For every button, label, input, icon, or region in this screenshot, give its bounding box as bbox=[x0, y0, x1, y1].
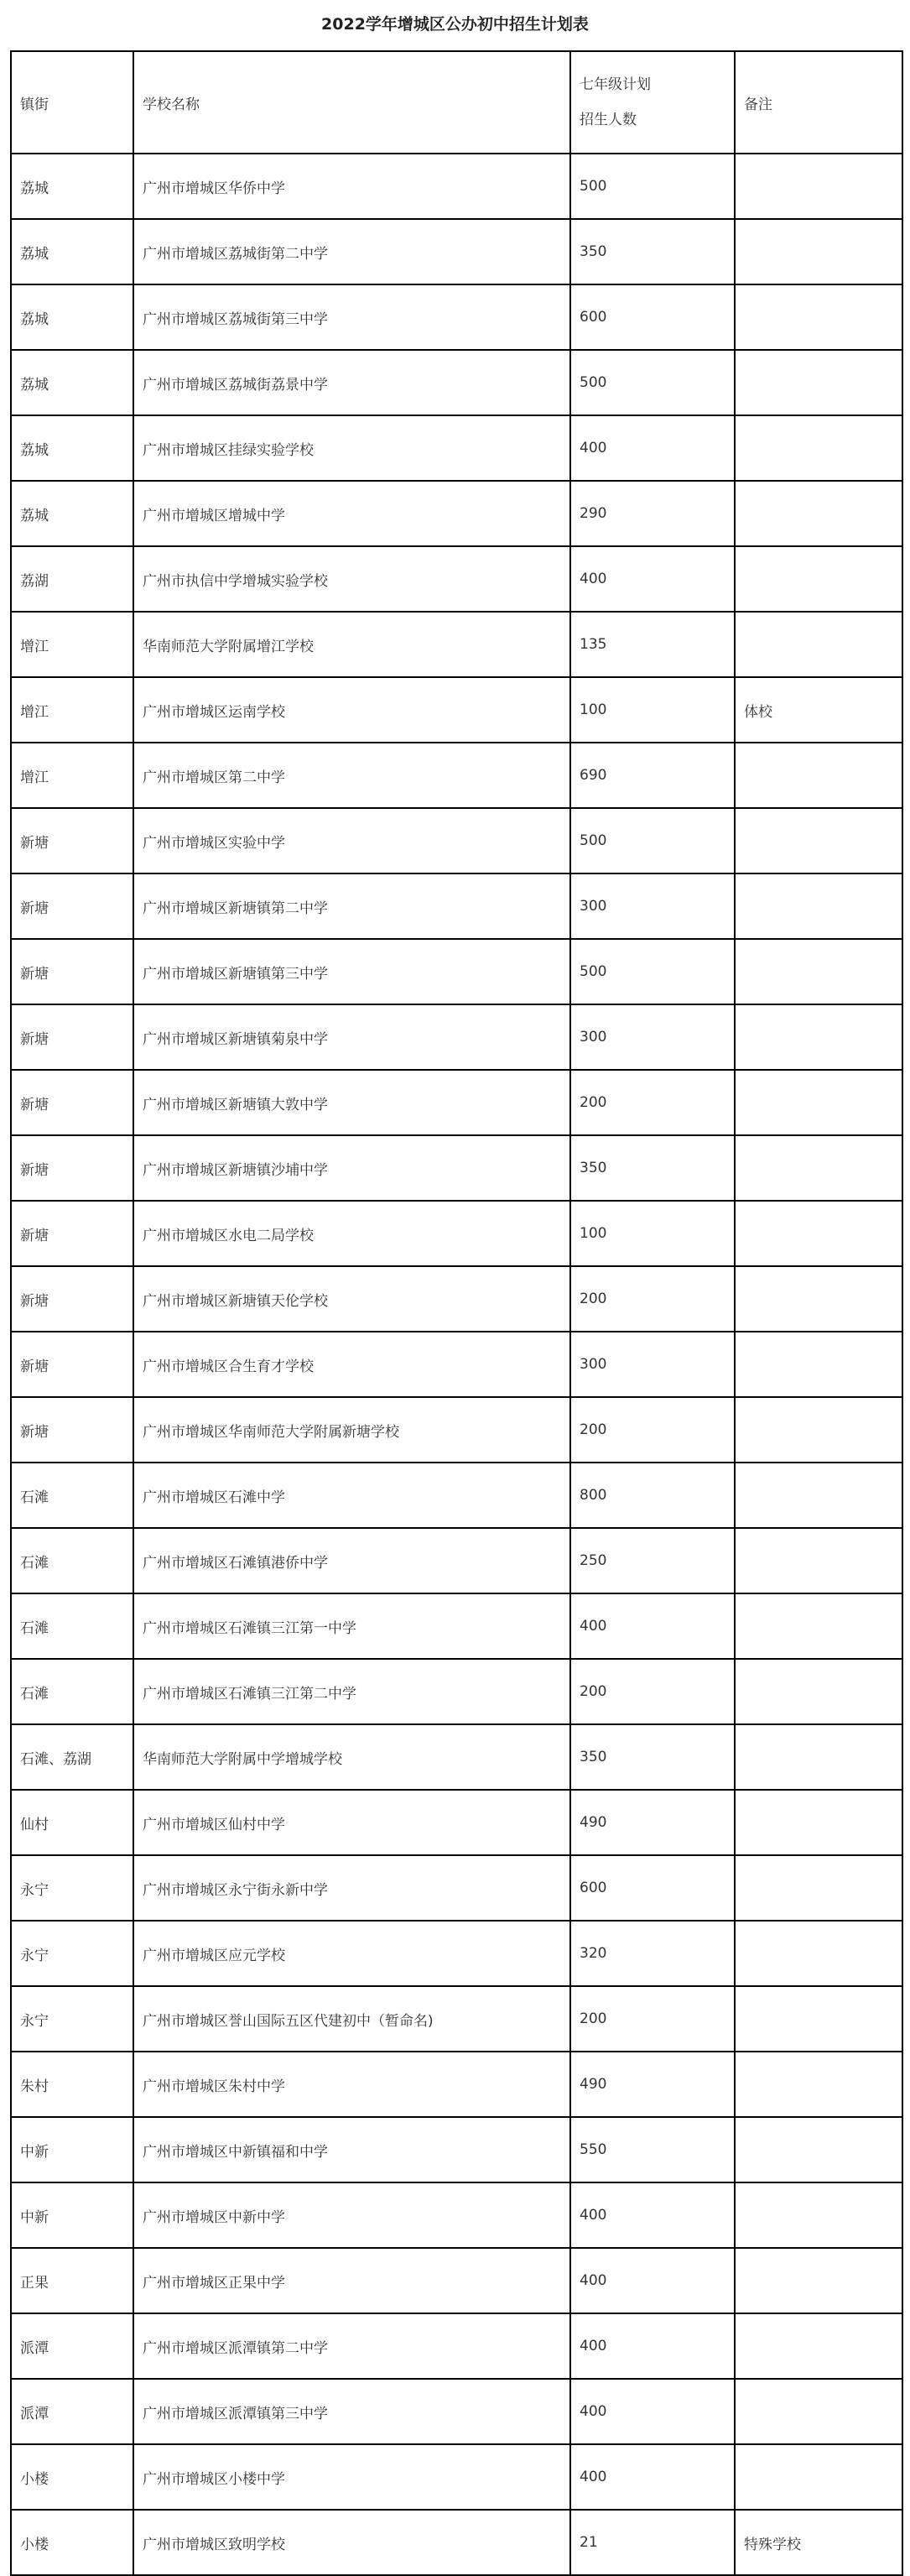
table-row bbox=[11, 1659, 902, 1724]
cell-school: 广州市增城区永宁街永新中学 bbox=[133, 1855, 570, 1921]
cell-plan-count: 800 bbox=[570, 1463, 735, 1528]
table-row bbox=[11, 546, 902, 612]
table-row bbox=[11, 1724, 902, 1790]
cell-town: 中新 bbox=[11, 2117, 133, 2182]
cell-plan-count: 400 bbox=[570, 2248, 735, 2313]
table-row bbox=[11, 939, 902, 1004]
cell-school: 广州市增城区运南学校 bbox=[133, 677, 570, 743]
cell-school: 华南师范大学附属中学增城学校 bbox=[133, 1724, 570, 1790]
cell-school: 广州市增城区增城中学 bbox=[133, 481, 570, 546]
cell-school: 广州市增城区石滩镇三江第一中学 bbox=[133, 1593, 570, 1659]
cell-plan-count: 600 bbox=[570, 1855, 735, 1921]
table-row bbox=[11, 2510, 902, 2575]
cell-note bbox=[735, 546, 902, 612]
table-row bbox=[11, 1855, 902, 1921]
cell-school: 广州市增城区实验中学 bbox=[133, 808, 570, 873]
cell-town: 荔城 bbox=[11, 219, 133, 284]
cell-town: 新塘 bbox=[11, 1266, 133, 1332]
cell-note: 体校 bbox=[735, 677, 902, 743]
cell-plan-count: 100 bbox=[570, 1201, 735, 1266]
cell-school: 广州市增城区派潭镇第三中学 bbox=[133, 2379, 570, 2444]
table-row bbox=[11, 2117, 902, 2182]
cell-school: 广州市增城区挂绿实验学校 bbox=[133, 415, 570, 481]
cell-school: 广州市增城区华南师范大学附属新塘学校 bbox=[133, 1397, 570, 1463]
cell-plan-count: 200 bbox=[570, 1659, 735, 1724]
cell-school: 广州市增城区合生育才学校 bbox=[133, 1332, 570, 1397]
table-row bbox=[11, 284, 902, 350]
table-row bbox=[11, 1528, 902, 1593]
table-row bbox=[11, 1135, 902, 1201]
cell-plan-count: 200 bbox=[570, 1397, 735, 1463]
cell-town: 石滩 bbox=[11, 1463, 133, 1528]
cell-school: 广州市增城区新塘镇沙埔中学 bbox=[133, 1135, 570, 1201]
cell-plan-count: 21 bbox=[570, 2510, 735, 2575]
cell-town: 永宁 bbox=[11, 1855, 133, 1921]
cell-note bbox=[735, 1724, 902, 1790]
cell-school: 广州市增城区石滩中学 bbox=[133, 1463, 570, 1528]
cell-plan-count: 400 bbox=[570, 2182, 735, 2248]
cell-plan-count: 300 bbox=[570, 1332, 735, 1397]
cell-town: 石滩 bbox=[11, 1593, 133, 1659]
cell-note bbox=[735, 2313, 902, 2379]
cell-school: 广州市增城区第二中学 bbox=[133, 743, 570, 808]
cell-plan-count: 200 bbox=[570, 1266, 735, 1332]
cell-plan-count: 300 bbox=[570, 1004, 735, 1070]
cell-town: 荔城 bbox=[11, 415, 133, 481]
table-row bbox=[11, 2182, 902, 2248]
table-row bbox=[11, 2379, 902, 2444]
cell-school: 广州市增城区派潭镇第二中学 bbox=[133, 2313, 570, 2379]
cell-town: 新塘 bbox=[11, 1070, 133, 1135]
cell-town: 荔城 bbox=[11, 350, 133, 415]
cell-town: 永宁 bbox=[11, 1986, 133, 2052]
cell-note bbox=[735, 1528, 902, 1593]
cell-town: 增江 bbox=[11, 743, 133, 808]
cell-town: 石滩、荔湖 bbox=[11, 1724, 133, 1790]
cell-note bbox=[735, 415, 902, 481]
cell-note bbox=[735, 2182, 902, 2248]
cell-town: 新塘 bbox=[11, 873, 133, 939]
cell-school: 广州市增城区新塘镇菊泉中学 bbox=[133, 1004, 570, 1070]
cell-note bbox=[735, 1790, 902, 1855]
cell-town: 新塘 bbox=[11, 1397, 133, 1463]
cell-note bbox=[735, 1201, 902, 1266]
cell-plan-count: 400 bbox=[570, 2379, 735, 2444]
cell-plan-count: 350 bbox=[570, 1724, 735, 1790]
table-row bbox=[11, 481, 902, 546]
cell-school: 广州市增城区朱村中学 bbox=[133, 2052, 570, 2117]
cell-town: 增江 bbox=[11, 677, 133, 743]
table-row bbox=[11, 2313, 902, 2379]
cell-note bbox=[735, 1266, 902, 1332]
cell-school: 广州市增城区荔城街第二中学 bbox=[133, 219, 570, 284]
cell-note bbox=[735, 1135, 902, 1201]
cell-plan-count: 350 bbox=[570, 1135, 735, 1201]
cell-note bbox=[735, 481, 902, 546]
cell-plan-count: 400 bbox=[570, 1593, 735, 1659]
cell-school: 广州市增城区新塘镇第二中学 bbox=[133, 873, 570, 939]
cell-note bbox=[735, 1921, 902, 1986]
cell-town: 新塘 bbox=[11, 1201, 133, 1266]
cell-note bbox=[735, 1070, 902, 1135]
cell-note bbox=[735, 350, 902, 415]
cell-school: 广州市执信中学增城实验学校 bbox=[133, 546, 570, 612]
cell-town: 荔湖 bbox=[11, 546, 133, 612]
cell-note bbox=[735, 939, 902, 1004]
table-row bbox=[11, 677, 902, 743]
table-row bbox=[11, 873, 902, 939]
cell-town: 派潭 bbox=[11, 2313, 133, 2379]
cell-note bbox=[735, 743, 902, 808]
table-row bbox=[11, 1266, 902, 1332]
cell-school: 广州市增城区应元学校 bbox=[133, 1921, 570, 1986]
cell-plan-count: 490 bbox=[570, 2052, 735, 2117]
cell-plan-count: 400 bbox=[570, 2444, 735, 2510]
cell-school: 广州市增城区荔城街荔景中学 bbox=[133, 350, 570, 415]
cell-note bbox=[735, 2379, 902, 2444]
cell-plan-count: 290 bbox=[570, 481, 735, 546]
cell-plan-count: 135 bbox=[570, 612, 735, 677]
cell-school: 广州市增城区中新镇福和中学 bbox=[133, 2117, 570, 2182]
table-row bbox=[11, 1790, 902, 1855]
cell-plan-count: 200 bbox=[570, 1070, 735, 1135]
cell-note bbox=[735, 1332, 902, 1397]
header-note: 备注 bbox=[735, 51, 902, 154]
cell-school: 广州市增城区新塘镇第三中学 bbox=[133, 939, 570, 1004]
cell-plan-count: 550 bbox=[570, 2117, 735, 2182]
cell-town: 石滩 bbox=[11, 1659, 133, 1724]
cell-plan-count: 250 bbox=[570, 1528, 735, 1593]
cell-school: 华南师范大学附属增江学校 bbox=[133, 612, 570, 677]
page-title: 2022学年增城区公办初中招生计划表 bbox=[321, 15, 589, 34]
cell-note bbox=[735, 2117, 902, 2182]
cell-town: 荔城 bbox=[11, 284, 133, 350]
cell-school: 广州市增城区誉山国际五区代建初中（暂命名) bbox=[133, 1986, 570, 2052]
cell-note bbox=[735, 1659, 902, 1724]
cell-note bbox=[735, 1463, 902, 1528]
header-plan-line2: 招生人数 bbox=[580, 112, 637, 128]
cell-town: 小楼 bbox=[11, 2510, 133, 2575]
cell-note bbox=[735, 873, 902, 939]
cell-town: 新塘 bbox=[11, 1004, 133, 1070]
table-row bbox=[11, 612, 902, 677]
table-row bbox=[11, 2052, 902, 2117]
cell-town: 朱村 bbox=[11, 2052, 133, 2117]
table-header-row bbox=[11, 51, 902, 154]
table-row bbox=[11, 1201, 902, 1266]
header-school: 学校名称 bbox=[133, 51, 570, 154]
cell-plan-count: 500 bbox=[570, 350, 735, 415]
cell-plan-count: 400 bbox=[570, 546, 735, 612]
cell-school: 广州市增城区仙村中学 bbox=[133, 1790, 570, 1855]
table-row bbox=[11, 2248, 902, 2313]
cell-note: 特殊学校 bbox=[735, 2510, 902, 2575]
cell-plan-count: 400 bbox=[570, 415, 735, 481]
cell-plan-count: 490 bbox=[570, 1790, 735, 1855]
header-plan-count bbox=[570, 51, 735, 154]
cell-note bbox=[735, 154, 902, 219]
table-row bbox=[11, 808, 902, 873]
cell-school: 广州市增城区正果中学 bbox=[133, 2248, 570, 2313]
cell-town: 荔城 bbox=[11, 154, 133, 219]
cell-town: 永宁 bbox=[11, 1921, 133, 1986]
cell-school: 广州市增城区石滩镇港侨中学 bbox=[133, 1528, 570, 1593]
table-row bbox=[11, 1004, 902, 1070]
cell-town: 正果 bbox=[11, 2248, 133, 2313]
cell-note bbox=[735, 612, 902, 677]
cell-school: 广州市增城区华侨中学 bbox=[133, 154, 570, 219]
cell-note bbox=[735, 1004, 902, 1070]
cell-town: 派潭 bbox=[11, 2379, 133, 2444]
cell-plan-count: 500 bbox=[570, 939, 735, 1004]
enrollment-plan-table bbox=[10, 50, 903, 2576]
cell-town: 新塘 bbox=[11, 808, 133, 873]
cell-note bbox=[735, 1986, 902, 2052]
cell-note bbox=[735, 1397, 902, 1463]
cell-town: 新塘 bbox=[11, 1135, 133, 1201]
header-plan-line1: 七年级计划 bbox=[580, 76, 651, 93]
table-row bbox=[11, 219, 902, 284]
cell-school: 广州市增城区致明学校 bbox=[133, 2510, 570, 2575]
table-row bbox=[11, 1070, 902, 1135]
table-row bbox=[11, 1332, 902, 1397]
table-row bbox=[11, 1921, 902, 1986]
cell-school: 广州市增城区石滩镇三江第二中学 bbox=[133, 1659, 570, 1724]
table-row bbox=[11, 415, 902, 481]
cell-plan-count: 500 bbox=[570, 154, 735, 219]
cell-plan-count: 300 bbox=[570, 873, 735, 939]
cell-note bbox=[735, 2052, 902, 2117]
cell-school: 广州市增城区新塘镇大敦中学 bbox=[133, 1070, 570, 1135]
cell-plan-count: 400 bbox=[570, 2313, 735, 2379]
cell-note bbox=[735, 219, 902, 284]
table-row bbox=[11, 350, 902, 415]
cell-town: 石滩 bbox=[11, 1528, 133, 1593]
cell-note bbox=[735, 2248, 902, 2313]
cell-town: 荔城 bbox=[11, 481, 133, 546]
cell-school: 广州市增城区水电二局学校 bbox=[133, 1201, 570, 1266]
cell-note bbox=[735, 808, 902, 873]
cell-town: 新塘 bbox=[11, 939, 133, 1004]
cell-plan-count: 600 bbox=[570, 284, 735, 350]
cell-school: 广州市增城区中新中学 bbox=[133, 2182, 570, 2248]
cell-plan-count: 320 bbox=[570, 1921, 735, 1986]
cell-town: 小楼 bbox=[11, 2444, 133, 2510]
cell-plan-count: 200 bbox=[570, 1986, 735, 2052]
cell-note bbox=[735, 2444, 902, 2510]
table-row bbox=[11, 743, 902, 808]
cell-town: 新塘 bbox=[11, 1332, 133, 1397]
cell-note bbox=[735, 1855, 902, 1921]
table-row bbox=[11, 1397, 902, 1463]
cell-school: 广州市增城区小楼中学 bbox=[133, 2444, 570, 2510]
cell-note bbox=[735, 1593, 902, 1659]
header-town: 镇街 bbox=[11, 51, 133, 154]
cell-town: 增江 bbox=[11, 612, 133, 677]
cell-town: 中新 bbox=[11, 2182, 133, 2248]
cell-plan-count: 350 bbox=[570, 219, 735, 284]
cell-school: 广州市增城区荔城街第三中学 bbox=[133, 284, 570, 350]
cell-plan-count: 500 bbox=[570, 808, 735, 873]
table-row bbox=[11, 1986, 902, 2052]
table-row bbox=[11, 2444, 902, 2510]
cell-town: 仙村 bbox=[11, 1790, 133, 1855]
cell-plan-count: 100 bbox=[570, 677, 735, 743]
table-row bbox=[11, 154, 902, 219]
cell-note bbox=[735, 284, 902, 350]
cell-school: 广州市增城区新塘镇天伦学校 bbox=[133, 1266, 570, 1332]
cell-plan-count: 690 bbox=[570, 743, 735, 808]
table-row bbox=[11, 1593, 902, 1659]
table-row bbox=[11, 1463, 902, 1528]
